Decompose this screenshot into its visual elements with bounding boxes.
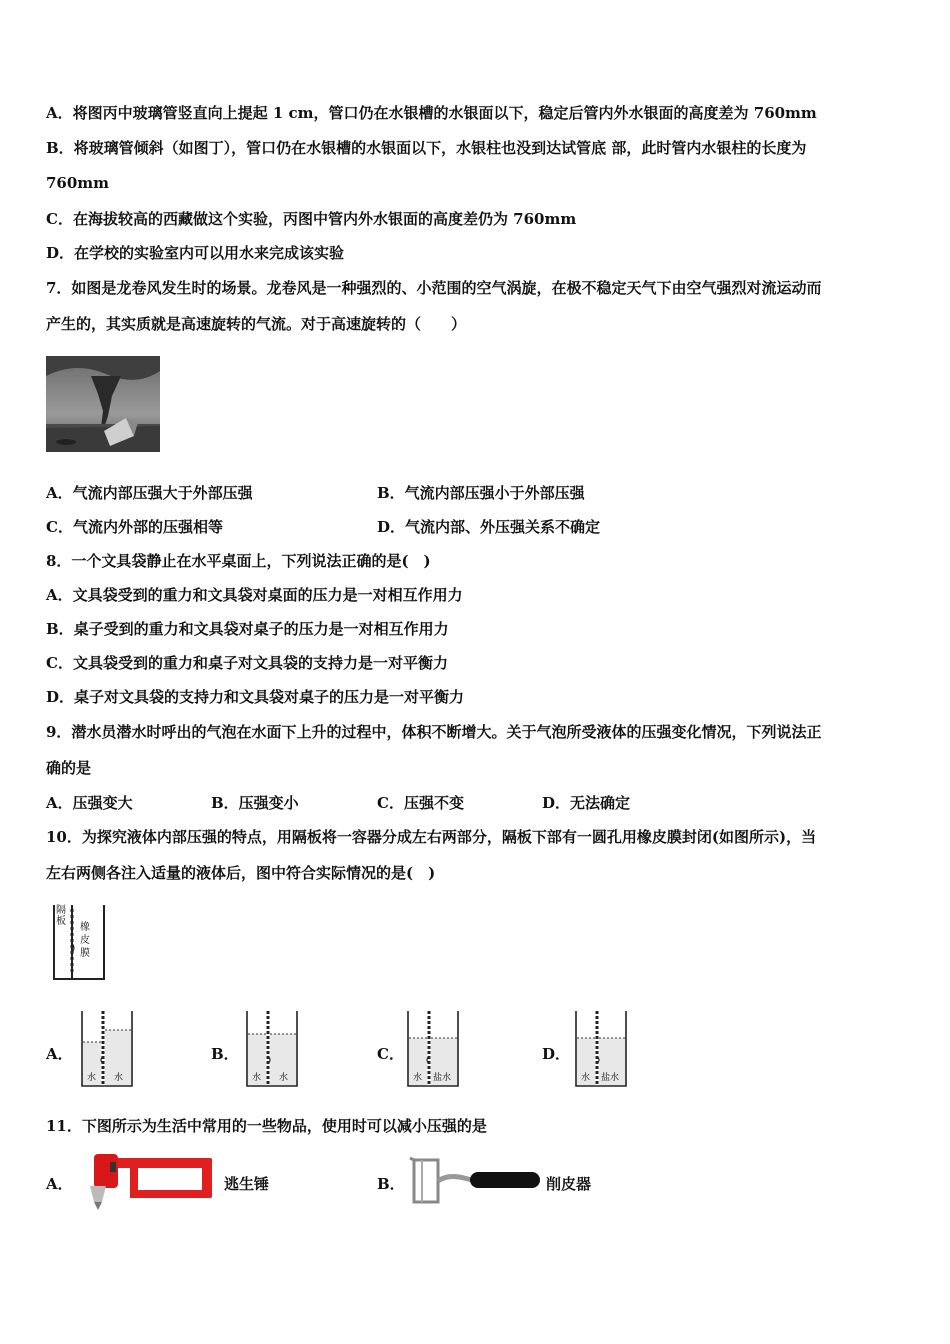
q7-option-a: A．气流内部压强大于外部压强 [46, 484, 253, 502]
beaker-a [80, 1010, 134, 1088]
q11-stem: 11．下图所示为生活中常用的一些物品，使用时可以减小压强的是 [46, 1117, 487, 1135]
q6-option-d: D．在学校的实验室内可以用水来完成该实验 [46, 244, 345, 262]
q10-stem-line1: 10．为探究液体内部压强的特点，用隔板将一容器分成左右两部分，隔板下部有一圆孔用橡皮膜封闭(如图所示)，当 [46, 828, 817, 846]
q9-option-b: B．压强变小 [211, 794, 299, 812]
q9-stem-line2: 确的是 [46, 759, 92, 777]
membrane-label: 橡皮膜 [80, 922, 90, 959]
q10-stem-line2: 左右两侧各注入适量的液体后，图中符合实际情况的是( ) [46, 864, 436, 882]
q10-option-c-label: C． [377, 1045, 404, 1063]
beaker-c [406, 1010, 460, 1088]
q7-stem-line1: 7．如图是龙卷风发生时的场景。龙卷风是一种强烈的、小范围的空气涡旋，在极不稳定天气下由空气强烈对流运动而 [46, 279, 822, 297]
beaker-b-right-liquid: 水 [279, 1073, 289, 1083]
q8-option-b: B．桌子受到的重力和文具袋对桌子的压力是一对相互作用力 [46, 620, 449, 638]
q7-option-d: D．气流内部、外压强关系不确定 [377, 518, 601, 536]
beaker-a-left-liquid: 水 [87, 1073, 97, 1083]
beaker-d-left-liquid: 水 [581, 1073, 591, 1083]
beaker-b [245, 1010, 299, 1088]
beaker-d-right-liquid: 盐水 [601, 1073, 620, 1083]
q6-option-a: A．将图丙中玻璃管竖直向上提起 1 cm，管口仍在水银槽的水银面以下，稳定后管内外水银面的高度差为 760mm [46, 104, 817, 122]
container-diagram [52, 903, 108, 981]
q7-option-c: C．气流内外部的压强相等 [46, 518, 223, 536]
q7-stem-line2: 产生的，其实质就是高速旋转的气流。对于高速旋转的（ ） [46, 315, 467, 333]
q9-option-d: D．无法确定 [542, 794, 631, 812]
beaker-b-left-liquid: 水 [252, 1073, 262, 1083]
q8-option-d: D．桌子对文具袋的支持力和文具袋对桌子的压力是一对平衡力 [46, 688, 465, 706]
q8-stem: 8．一个文具袋静止在水平桌面上，下列说法正确的是( ) [46, 552, 431, 570]
q7-option-b: B．气流内部压强小于外部压强 [377, 484, 585, 502]
q11-option-a-label: A． [46, 1175, 73, 1193]
q6-option-c: C．在海拔较高的西藏做这个实验，丙图中管内外水银面的高度差仍为 760mm [46, 210, 577, 228]
q10-option-b-label: B． [211, 1045, 239, 1063]
beaker-a-right-liquid: 水 [114, 1073, 124, 1083]
q9-stem-line1: 9．潜水员潜水时呼出的气泡在水面下上升的过程中，体积不断增大。关于气泡所受液体的压强变化情况，下列说法正 [46, 723, 822, 741]
q6-option-b-line2: 760mm [46, 174, 110, 192]
beaker-d [574, 1010, 628, 1088]
beaker-c-left-liquid: 水 [413, 1073, 423, 1083]
q10-option-a-label: A． [46, 1045, 73, 1063]
q11-option-a-name: 逃生锤 [224, 1175, 270, 1193]
q11-option-b-name: 削皮器 [546, 1175, 592, 1193]
tornado-photo [46, 356, 160, 452]
q9-option-a: A．压强变大 [46, 794, 133, 812]
q6-option-b-line1: B．将玻璃管倾斜（如图丁），管口仍在水银槽的水银面以下，水银柱也没到达试管底 部，此时管内水银柱的长度为 [46, 139, 807, 157]
q11-option-b-label: B． [377, 1175, 405, 1193]
partition-label: 隔板 [56, 905, 66, 927]
escape-hammer-image [80, 1150, 216, 1212]
q10-option-d-label: D． [542, 1045, 571, 1063]
q8-option-a: A．文具袋受到的重力和文具袋对桌面的压力是一对相互作用力 [46, 586, 463, 604]
q9-option-c: C．压强不变 [377, 794, 464, 812]
q8-option-c: C．文具袋受到的重力和桌子对文具袋的支持力是一对平衡力 [46, 654, 448, 672]
beaker-c-right-liquid: 盐水 [433, 1073, 452, 1083]
peeler-image [404, 1152, 542, 1210]
